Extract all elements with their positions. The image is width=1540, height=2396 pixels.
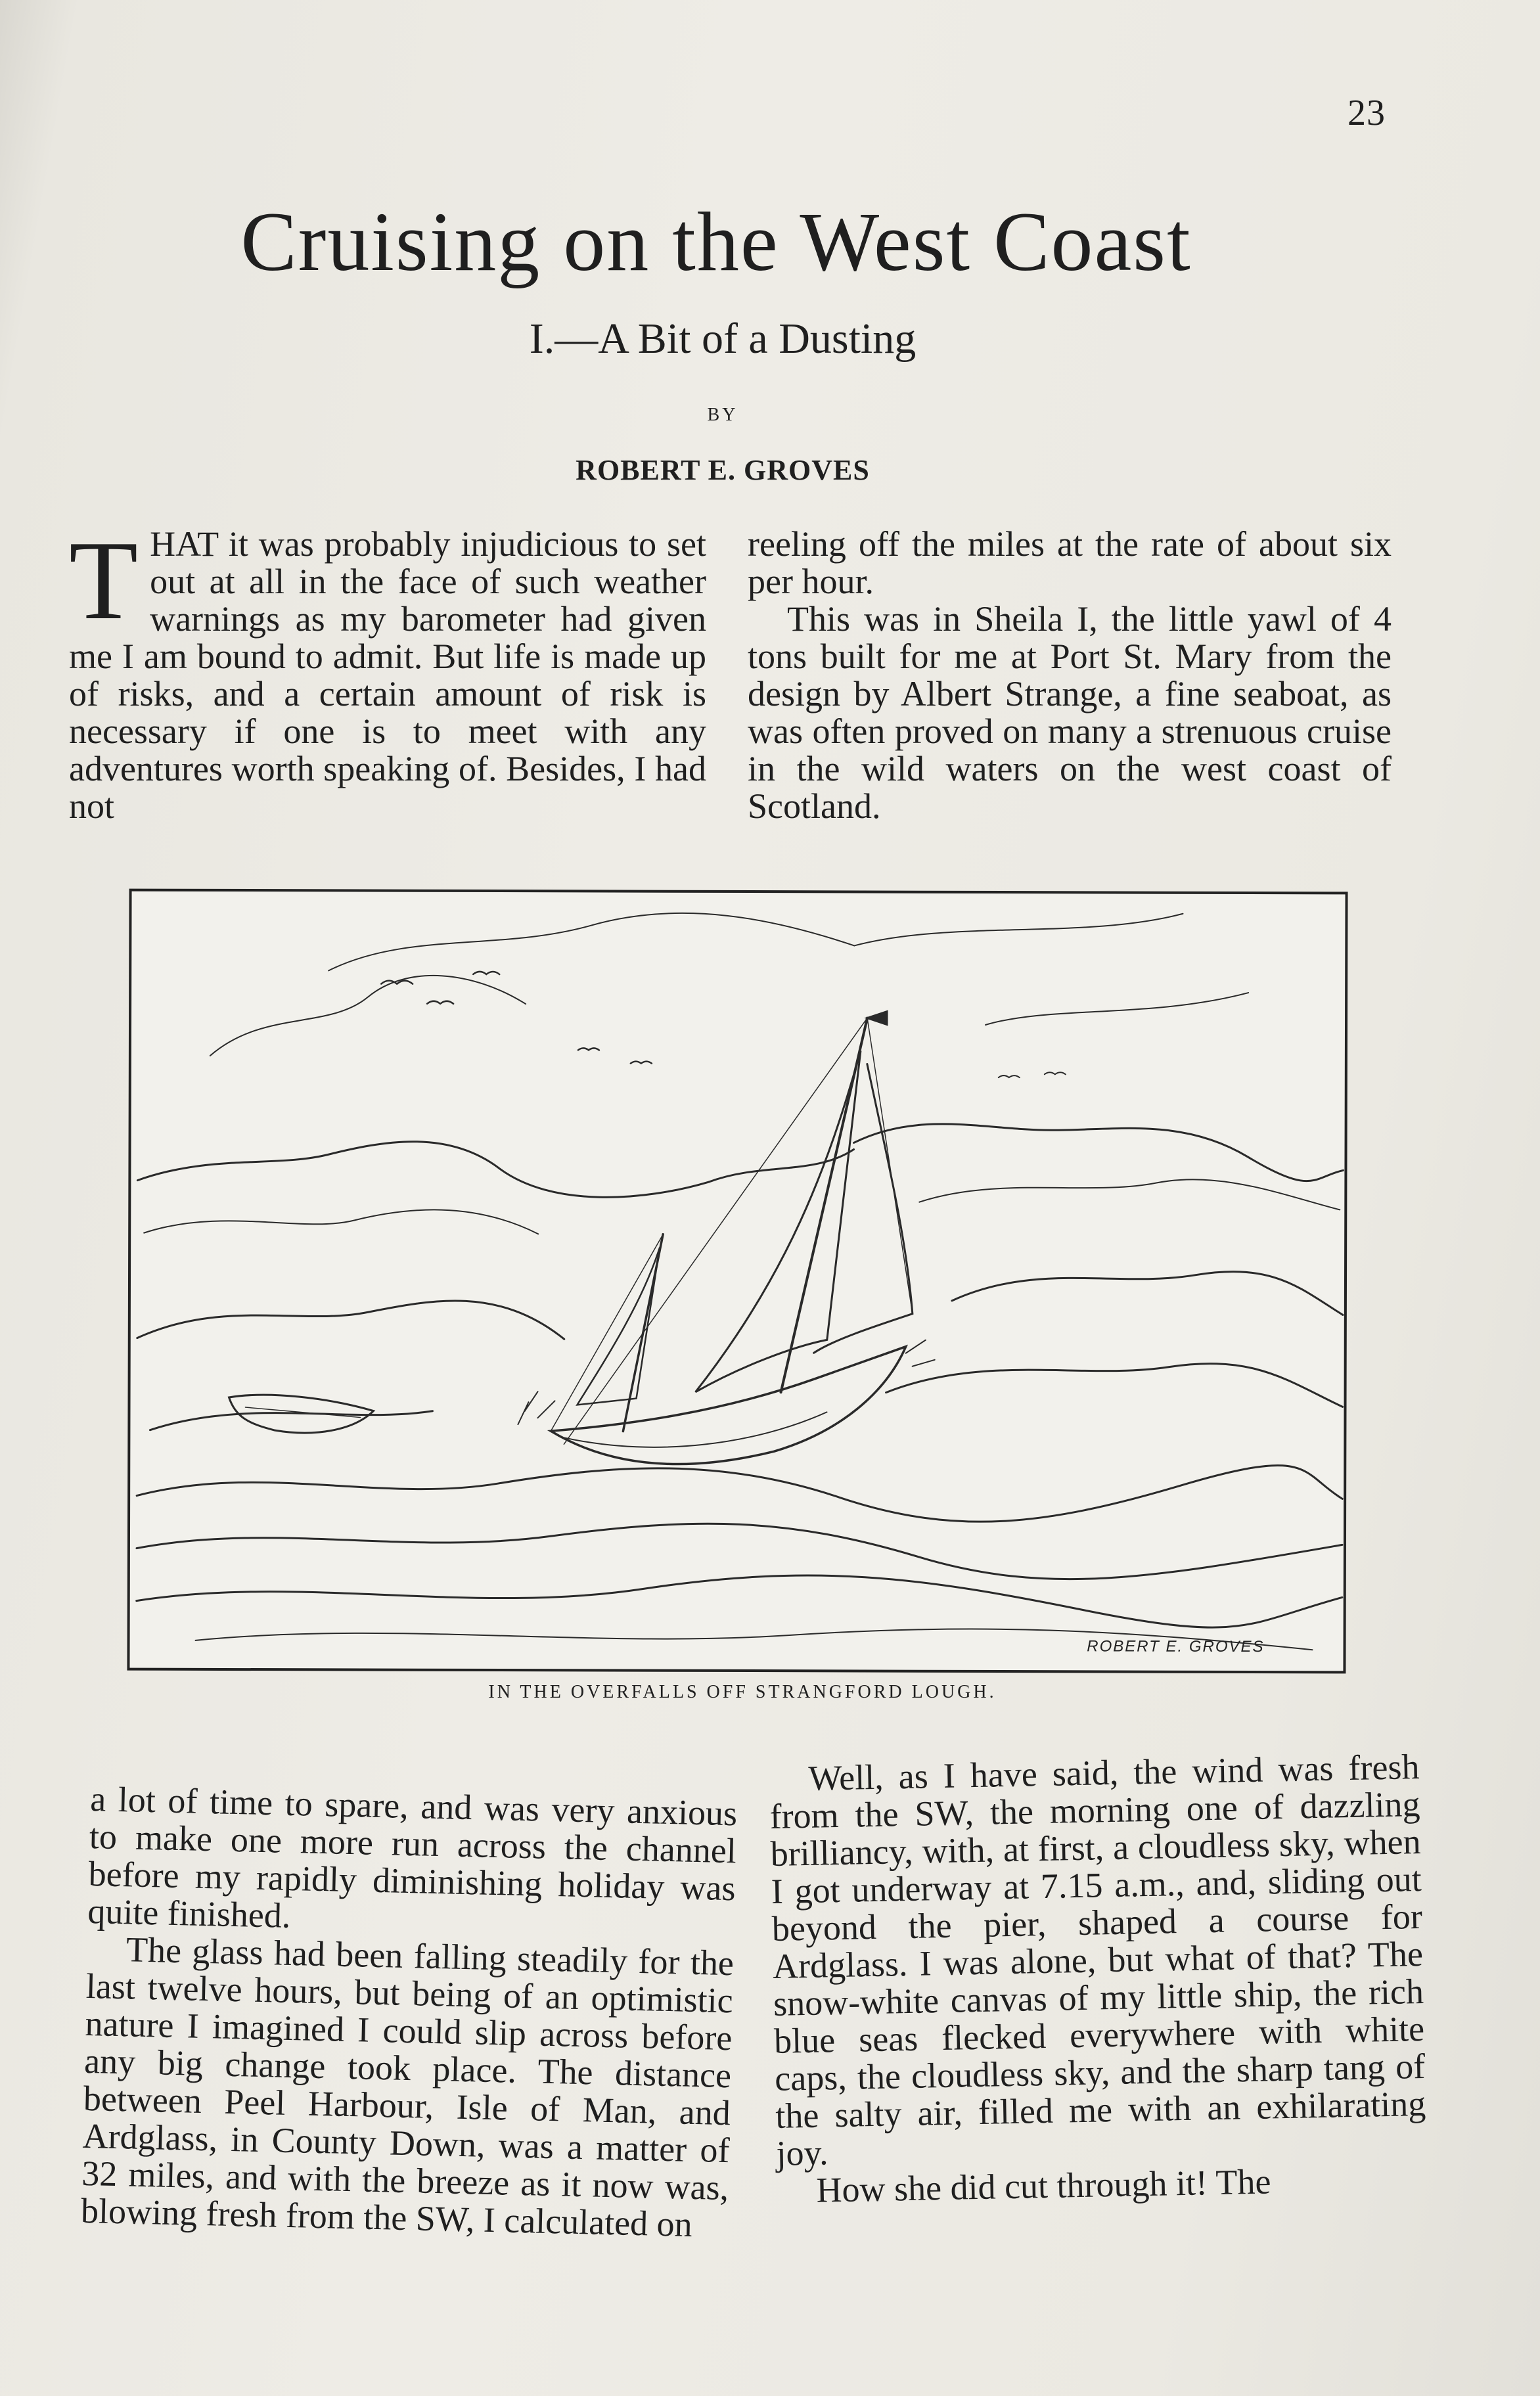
text-column-3 [80, 1780, 737, 2244]
drop-cap: T [69, 518, 139, 643]
article-title: Cruising on the West Coast [240, 195, 1192, 288]
byline: BY [707, 405, 738, 425]
article-subtitle: I.—A Bit of a Dusting [529, 315, 917, 363]
sea-sketch-drawing [129, 892, 1345, 1671]
paragraph: The glass had been falling steadily for the last twelve hours, but being of an optimistic nature I imagined I could slip across before any big change took place. The distance between Peel Harbour, Isle of Man, and Ardglass, in County Down, was a matter of 32 miles, and with the breeze as it now was, blowing fresh from the SW, I calculated on [80, 1930, 735, 2244]
text-column-1 [69, 518, 706, 826]
figure-caption: IN THE OVERFALLS OFF STRANGFORD LOUGH. [488, 1682, 997, 1702]
opening-paragraph [69, 518, 706, 826]
paragraph: a lot of time to spare, and was very anxious to make one more run across the channel before my rapidly diminishing holiday was quite finished. [87, 1779, 738, 1935]
opening-paragraph-text: HAT it was probably injudicious to set out at all in the face of such weather warnings as my barometer had given me I am bound to admit. But life is made up of risks, and a certain amount of risk is necessary if one is to meet with any adventures worth speaking of. Besides, I had not [69, 524, 706, 826]
text-column-2 [748, 526, 1392, 825]
author-name: ROBERT E. GROVES [576, 454, 870, 486]
artist-signature: ROBERT E. GROVES [1087, 1637, 1265, 1656]
page-number: 23 [1348, 93, 1386, 133]
paragraph: How she did cut through it! The [815, 2161, 1271, 2210]
paragraph: Well, as I have said, the wind was fresh from the SW, the morning one of dazzling brilliancy, with, at first, a cloudless sky, when I got underway at 7.15 a.m., and, sliding out beyond the pier, shaped a course for Ardglass. I was alone, but what of that? The snow-white canvas of my little ship, the rich blue seas flecked everywhere with white caps, the cloudless sky, and the sharp tang of the salty air, filled me with an exhilarating joy. [769, 1746, 1426, 2173]
text-column-4 [769, 1748, 1428, 2210]
paragraph: reeling off the miles at the rate of about six per hour. [748, 524, 1392, 601]
paragraph: This was in Sheila I, the little yawl of 4 tons built for me at Port St. Mary from the design by Albert Strange, a fine seaboat, as was often proved on many a strenuous cruise in the wild waters on the west coast of Scotland. [748, 599, 1392, 826]
illustration-yawl-in-rough-seas [127, 889, 1348, 1674]
